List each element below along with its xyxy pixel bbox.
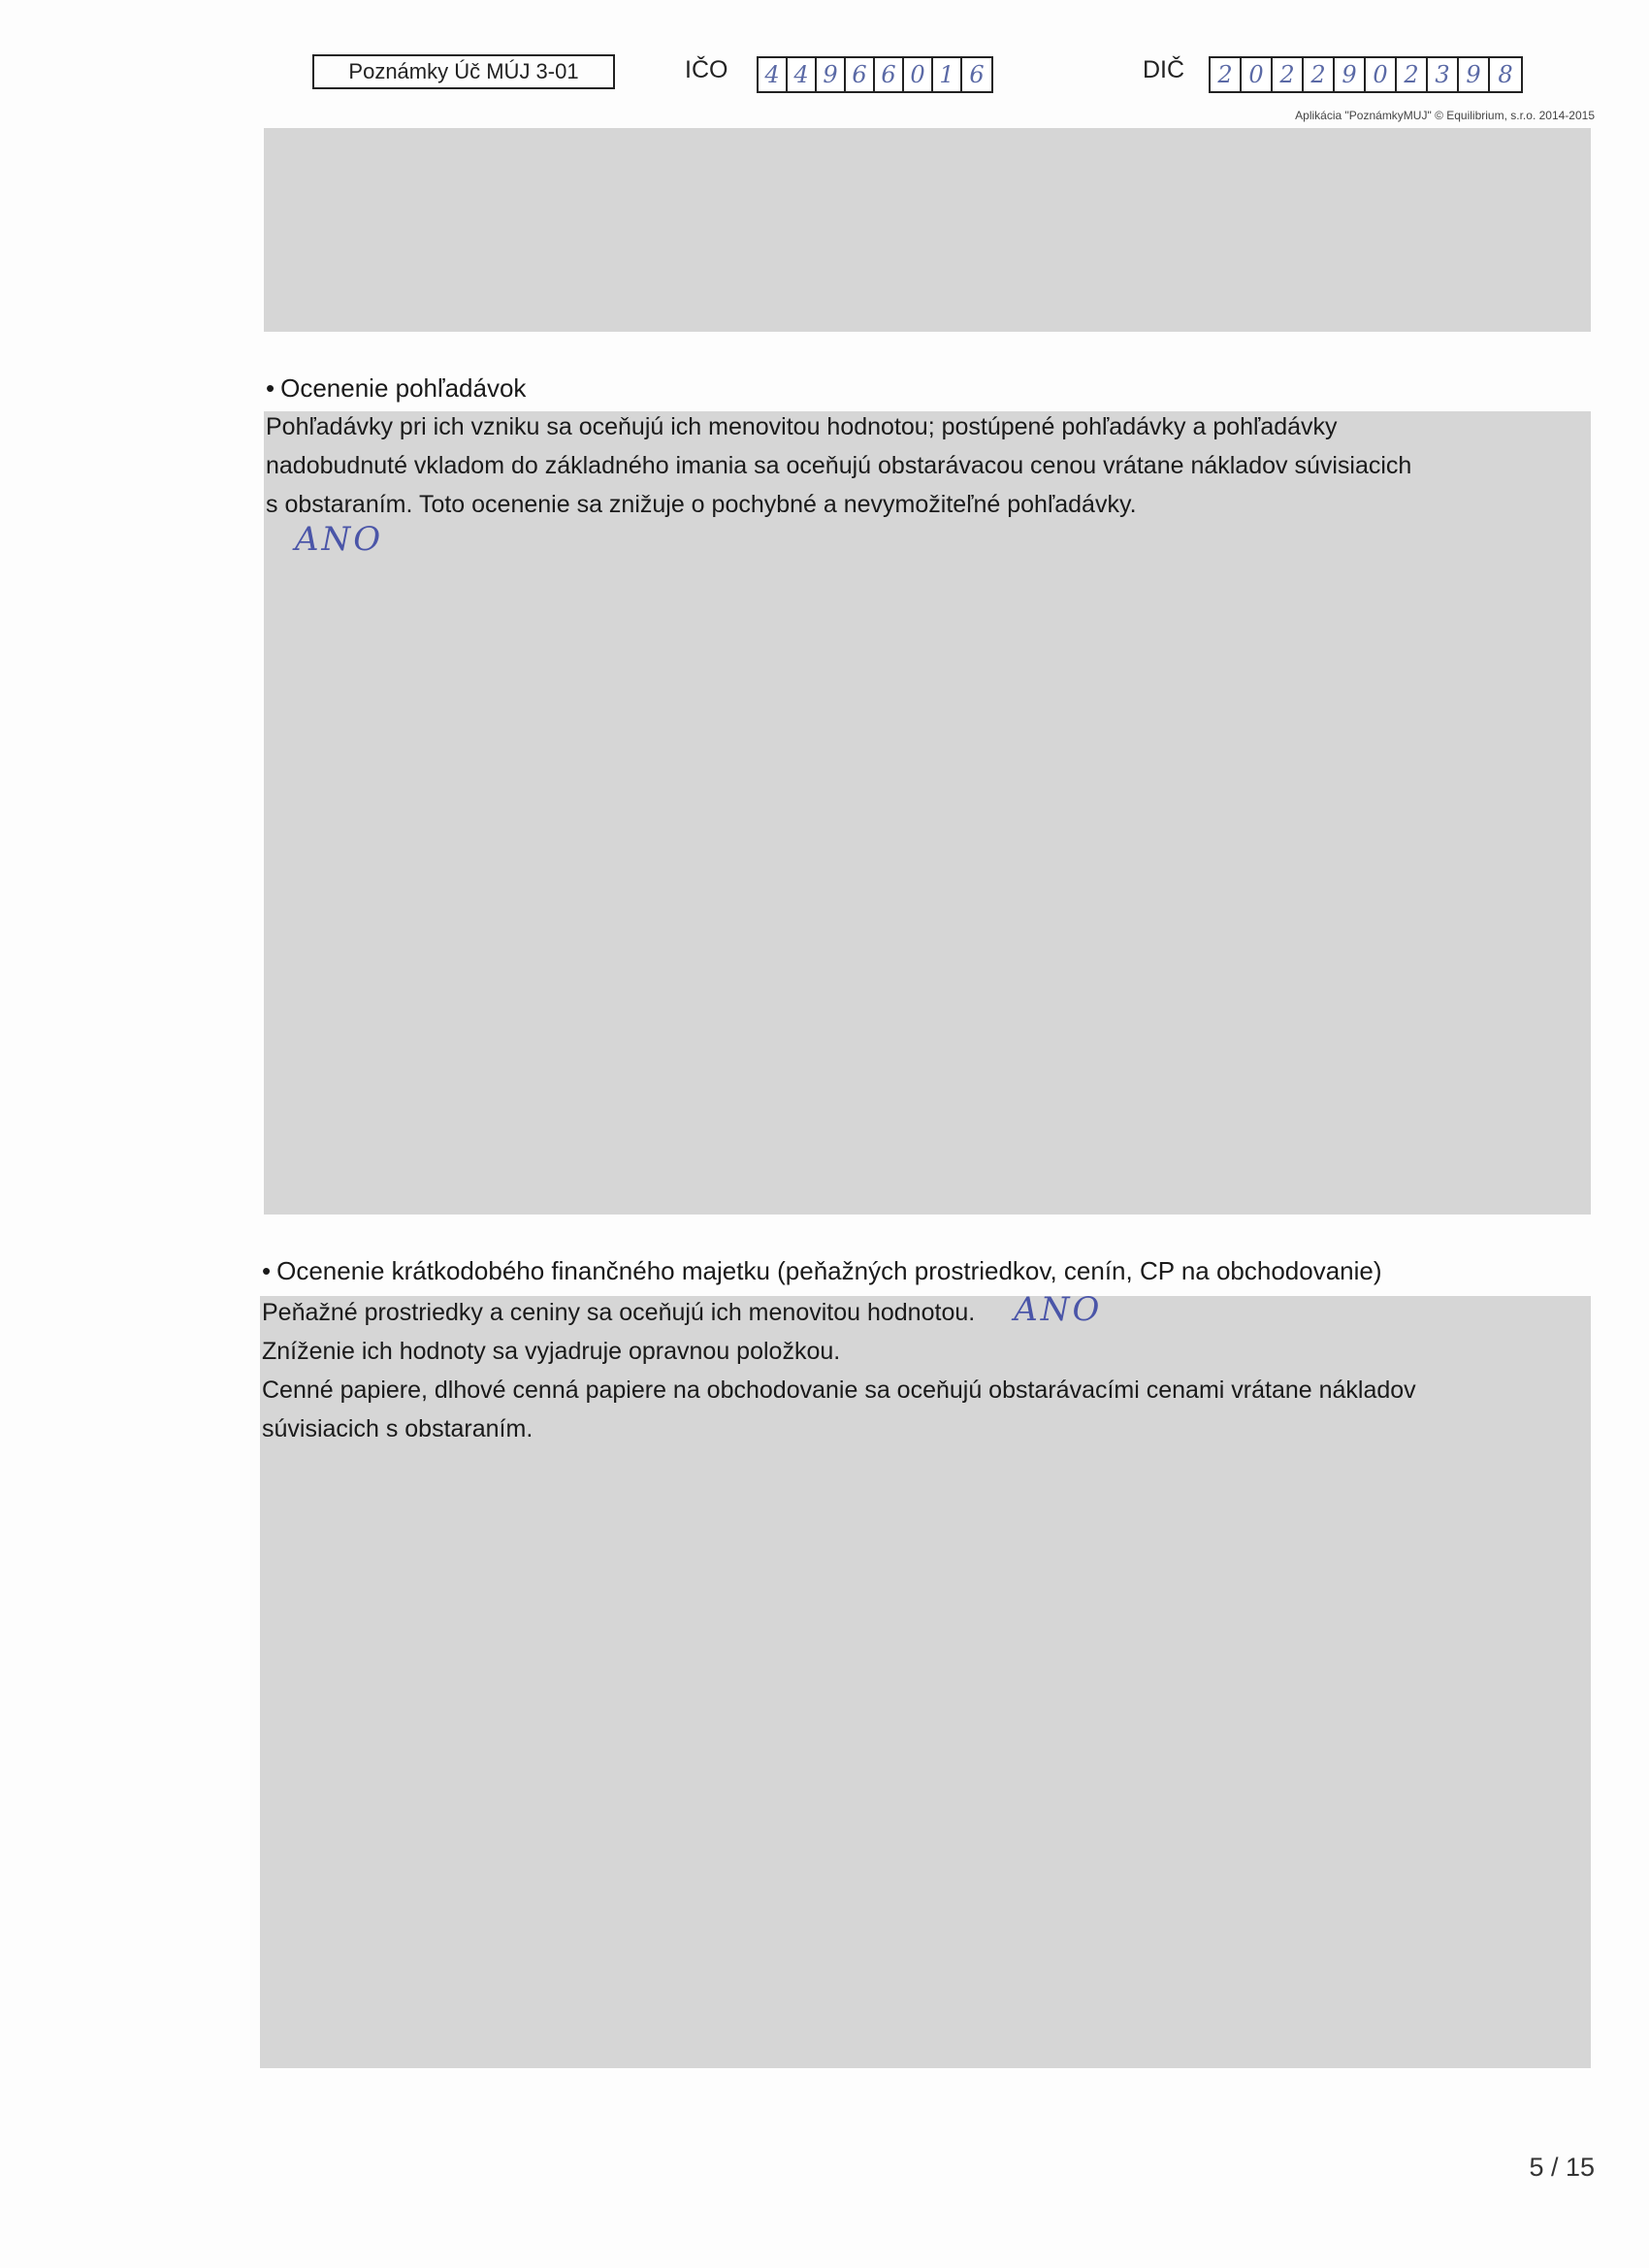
- section-body: [266, 407, 1591, 524]
- ico-digit: 4: [759, 58, 788, 91]
- ico-label: IČO: [685, 56, 728, 83]
- shaded-area-top: [264, 128, 1591, 332]
- section-heading-text: Ocenenie krátkodobého finančného majetku (peňažných prostriedkov, cenín, CP na obchodovanie): [276, 1256, 1382, 1285]
- section-receivables: [266, 369, 1591, 563]
- section-body: [262, 1290, 1591, 1448]
- dic-digit: 0: [1366, 58, 1397, 91]
- dic-label: DIČ: [1143, 56, 1185, 83]
- body-line: Zníženie ich hodnoty sa vyjadruje opravnou položkou.: [262, 1338, 841, 1365]
- body-line: Pohľadávky pri ich vzniku sa oceňujú ich menovitou hodnotou; postúpené pohľadávky a pohľadávky: [266, 413, 1338, 440]
- section-heading: [266, 369, 1591, 407]
- ico-digit: 9: [817, 58, 846, 91]
- bullet-icon: •: [262, 1256, 272, 1285]
- dic-digit: 2: [1273, 58, 1304, 91]
- ico-digit-boxes: [757, 56, 993, 93]
- body-line: súvisiacich s obstaraním.: [262, 1415, 534, 1442]
- app-credit: Aplikácia "PoznámkyMUJ" © Equilibrium, s.r.o. 2014-2015: [1295, 109, 1595, 122]
- ico-digit: 6: [846, 58, 875, 91]
- ico-digit: 1: [933, 58, 962, 91]
- section-heading-text: Ocenenie pohľadávok: [280, 373, 527, 403]
- section-short-term-financial-assets: [262, 1251, 1591, 1448]
- ico-digit: 4: [788, 58, 817, 91]
- dic-digit: 9: [1459, 58, 1490, 91]
- body-line: nadobudnuté vkladom do základného imania sa oceňujú obstarávacou cenou vrátane nákladov súvisiacich: [266, 452, 1412, 479]
- body-line: s obstaraním. Toto ocenenie sa znižuje o pochybné a nevymožiteľné pohľadávky.: [266, 491, 1137, 518]
- dic-digit: 8: [1498, 61, 1513, 88]
- section-heading: [262, 1251, 1591, 1290]
- form-label: Poznámky Úč MÚJ 3-01: [312, 54, 615, 89]
- dic-digit: 2: [1304, 58, 1335, 91]
- body-line-text: Peňažné prostriedky a ceniny sa oceňujú ich menovitou hodnotou.: [262, 1299, 976, 1326]
- handwritten-note: ANO: [1014, 1290, 1103, 1329]
- dic-digit: 2: [1211, 58, 1242, 91]
- dic-digit: 3: [1428, 58, 1459, 91]
- dic-digit: 9: [1335, 58, 1366, 91]
- dic-digit: 2: [1397, 58, 1428, 91]
- page-number: 5 / 15: [1529, 2153, 1595, 2182]
- ico-digit: 0: [904, 58, 933, 91]
- body-line: Cenné papiere, dlhové cenná papiere na obchodovanie sa oceňujú obstarávacími cenami vrátane nákladov: [262, 1377, 1416, 1404]
- body-line: [262, 1290, 1591, 1332]
- ico-digit: 6: [875, 58, 904, 91]
- ico-digit: 6: [969, 61, 985, 88]
- dic-digit-boxes: [1209, 56, 1523, 93]
- dic-digit: 0: [1242, 58, 1273, 91]
- handwritten-note: ANO: [295, 520, 384, 559]
- bullet-icon: •: [266, 373, 275, 403]
